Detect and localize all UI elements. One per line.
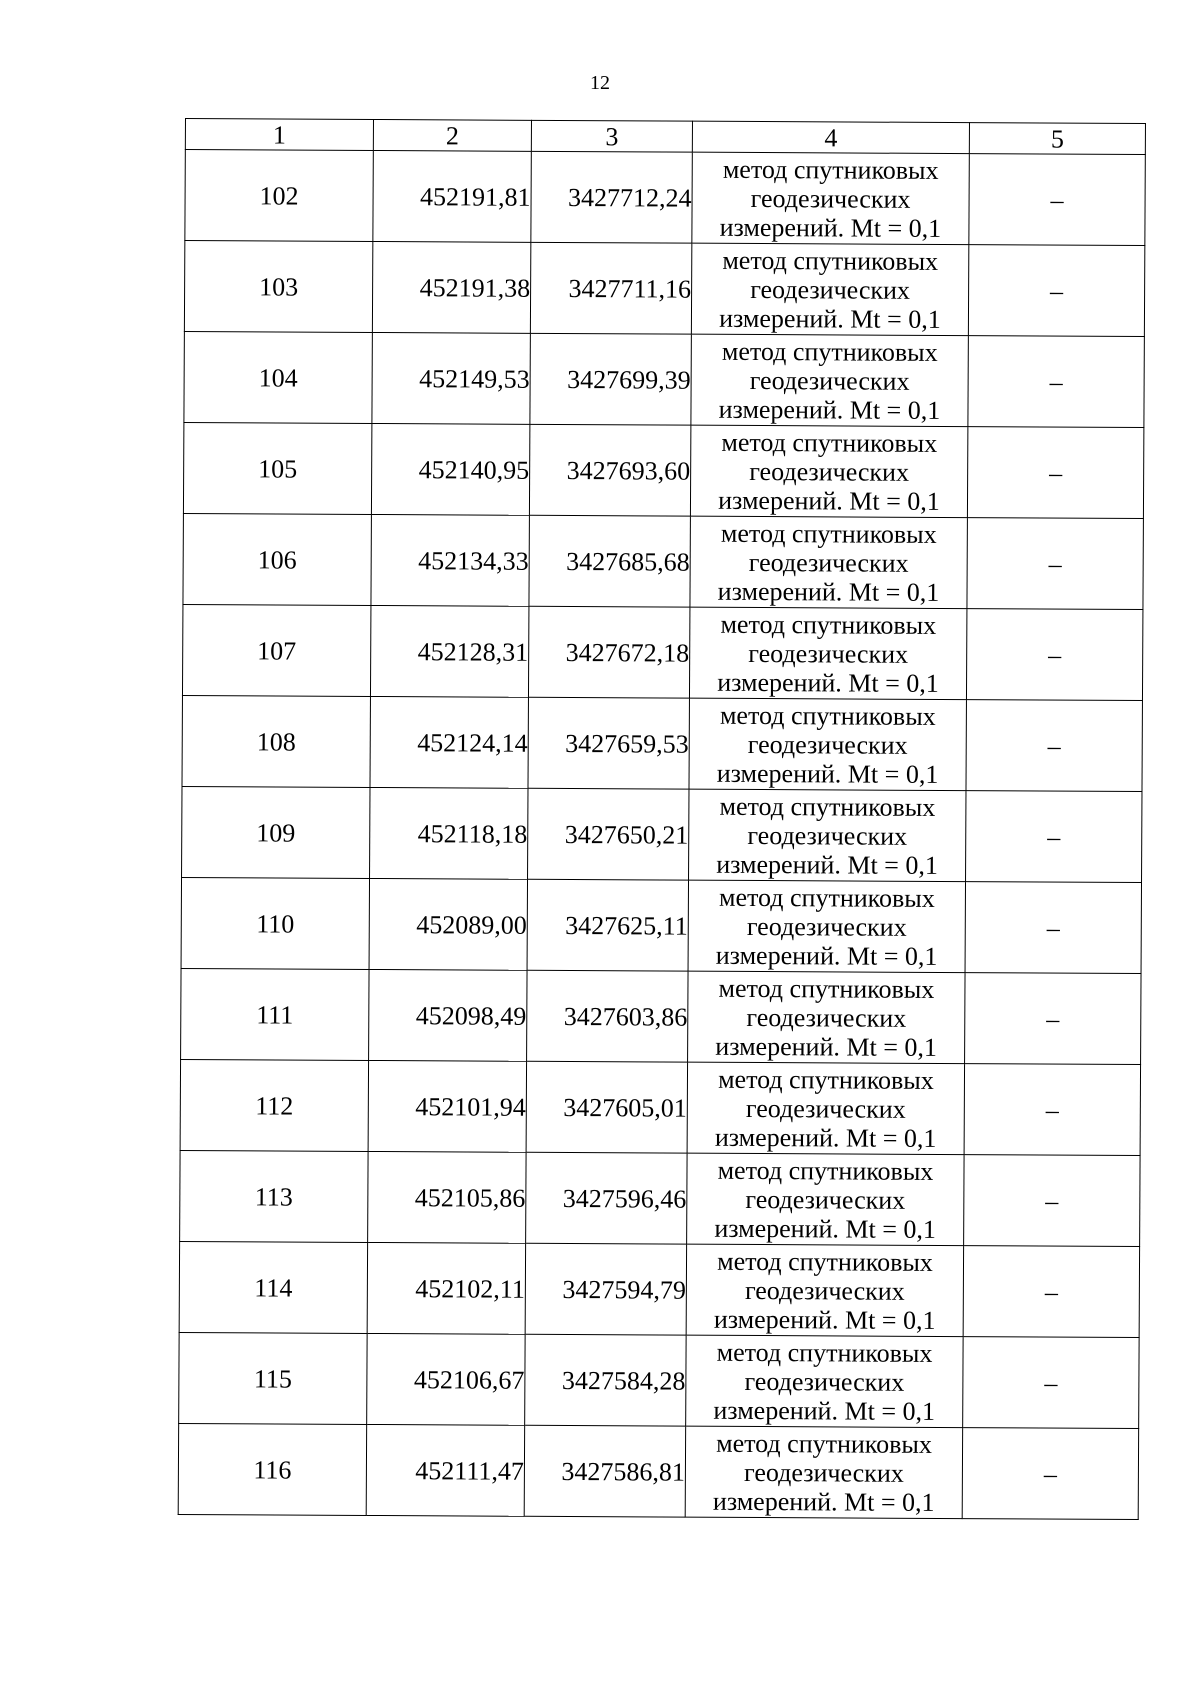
method-cell bbox=[689, 698, 966, 790]
y-coordinate-cell: 3427659,53 bbox=[528, 697, 689, 789]
method-cell bbox=[690, 425, 967, 517]
method-line: измерений. Mt = 0,1 bbox=[716, 849, 938, 880]
column-header-4: 4 bbox=[692, 121, 969, 153]
method-line: измерений. Mt = 0,1 bbox=[717, 576, 940, 607]
x-coordinate-cell: 452106,67 bbox=[367, 1333, 525, 1425]
y-coordinate-cell: 3427693,60 bbox=[529, 424, 690, 516]
table-row bbox=[179, 1241, 1139, 1337]
method-line: измерений. Mt = 0,1 bbox=[716, 758, 939, 789]
method-cell bbox=[687, 1153, 964, 1245]
y-coordinate-cell: 3427605,01 bbox=[526, 1061, 687, 1153]
x-coordinate-cell: 452118,18 bbox=[370, 787, 528, 879]
note-cell: – bbox=[964, 1155, 1140, 1247]
column-header-3: 3 bbox=[531, 120, 692, 152]
method-cell bbox=[689, 789, 966, 881]
method-cell bbox=[691, 243, 968, 335]
table-row bbox=[180, 1150, 1140, 1246]
point-number-cell: 114 bbox=[179, 1241, 367, 1333]
method-line: измерений. Mt = 0,1 bbox=[715, 940, 938, 971]
method-line: геодезических bbox=[747, 820, 908, 851]
note-cell: – bbox=[967, 518, 1143, 610]
method-cell bbox=[687, 1062, 964, 1154]
table-row bbox=[182, 786, 1142, 882]
x-coordinate-cell: 452134,33 bbox=[371, 514, 529, 606]
point-number-cell: 106 bbox=[183, 513, 371, 605]
point-number-cell: 112 bbox=[180, 1059, 368, 1151]
method-line: измерений. Mt = 0,1 bbox=[715, 1031, 938, 1062]
method-line: метод спутниковых bbox=[721, 427, 938, 458]
x-coordinate-cell: 452191,81 bbox=[373, 150, 531, 242]
column-header-1: 1 bbox=[185, 119, 373, 151]
method-cell bbox=[686, 1335, 963, 1427]
method-line: метод спутниковых bbox=[719, 791, 936, 822]
y-coordinate-cell: 3427650,21 bbox=[528, 788, 689, 880]
x-coordinate-cell: 452098,49 bbox=[369, 969, 527, 1061]
table-row bbox=[184, 331, 1144, 427]
point-number-cell: 109 bbox=[182, 786, 370, 878]
method-cell bbox=[690, 516, 967, 608]
note-cell: – bbox=[966, 700, 1142, 792]
x-coordinate-cell: 452111,47 bbox=[366, 1424, 524, 1516]
method-line: измерений. Mt = 0,1 bbox=[714, 1122, 937, 1153]
method-line: метод спутниковых bbox=[719, 700, 936, 731]
x-coordinate-cell: 452128,31 bbox=[370, 605, 528, 697]
table-body bbox=[178, 150, 1145, 1520]
method-line: метод спутниковых bbox=[721, 336, 938, 367]
point-number-cell: 113 bbox=[180, 1150, 368, 1242]
method-line: метод спутниковых bbox=[718, 973, 935, 1004]
method-line: метод спутниковых bbox=[716, 1428, 932, 1459]
table-row bbox=[178, 1423, 1138, 1519]
method-line: измерений. Mt = 0,1 bbox=[719, 303, 941, 334]
note-cell: – bbox=[968, 245, 1144, 337]
method-line: геодезических bbox=[744, 1366, 905, 1397]
method-cell bbox=[688, 971, 965, 1063]
note-cell: – bbox=[966, 791, 1142, 883]
note-cell: – bbox=[963, 1337, 1139, 1429]
method-line: измерений. Mt = 0,1 bbox=[713, 1395, 936, 1426]
method-cell bbox=[691, 334, 968, 426]
table-row bbox=[182, 695, 1142, 791]
table-row bbox=[183, 422, 1143, 518]
x-coordinate-cell: 452149,53 bbox=[372, 332, 530, 424]
method-line: геодезических bbox=[746, 911, 907, 942]
method-line: геодезических bbox=[749, 365, 910, 396]
method-line: геодезических bbox=[743, 1457, 904, 1488]
note-cell: – bbox=[964, 1064, 1140, 1156]
method-line: метод спутниковых bbox=[718, 882, 935, 913]
point-number-cell: 110 bbox=[181, 877, 369, 969]
y-coordinate-cell: 3427699,39 bbox=[530, 333, 691, 425]
table-row bbox=[185, 150, 1145, 246]
method-line: измерений. Mt = 0,1 bbox=[719, 212, 942, 243]
method-line: геодезических bbox=[745, 1093, 906, 1124]
method-line: метод спутниковых bbox=[717, 1155, 934, 1186]
y-coordinate-cell: 3427594,79 bbox=[525, 1243, 686, 1335]
method-line: геодезических bbox=[745, 1184, 906, 1215]
method-line: метод спутниковых bbox=[722, 154, 939, 185]
method-cell bbox=[689, 607, 966, 699]
x-coordinate-cell: 452089,00 bbox=[369, 878, 527, 970]
method-line: измерений. Mt = 0,1 bbox=[713, 1304, 936, 1335]
note-cell: – bbox=[965, 882, 1141, 974]
point-number-cell: 116 bbox=[178, 1423, 366, 1515]
note-cell: – bbox=[962, 1428, 1138, 1520]
method-line: метод спутниковых bbox=[720, 518, 937, 549]
x-coordinate-cell: 452140,95 bbox=[371, 423, 529, 515]
y-coordinate-cell: 3427584,28 bbox=[525, 1334, 686, 1426]
x-coordinate-cell: 452124,14 bbox=[370, 696, 528, 788]
table-row bbox=[183, 513, 1143, 609]
method-line: метод спутниковых bbox=[722, 245, 939, 276]
method-line: геодезических bbox=[750, 183, 911, 214]
point-number-cell: 108 bbox=[182, 695, 370, 787]
method-line: геодезических bbox=[746, 1002, 907, 1033]
point-number-cell: 115 bbox=[179, 1332, 367, 1424]
table-header bbox=[185, 119, 1145, 155]
method-line: геодезических bbox=[744, 1275, 905, 1306]
y-coordinate-cell: 3427596,46 bbox=[526, 1152, 687, 1244]
point-number-cell: 104 bbox=[184, 331, 372, 423]
method-line: геодезических bbox=[747, 729, 908, 760]
method-cell bbox=[685, 1426, 962, 1518]
x-coordinate-cell: 452101,94 bbox=[368, 1060, 526, 1152]
method-line: геодезических bbox=[748, 547, 909, 578]
x-coordinate-cell: 452191,38 bbox=[372, 241, 530, 333]
method-line: геодезических bbox=[748, 638, 909, 669]
method-line: метод спутниковых bbox=[718, 1064, 934, 1095]
table-row bbox=[179, 1332, 1139, 1428]
note-cell: – bbox=[967, 427, 1143, 519]
note-cell: – bbox=[965, 973, 1141, 1065]
method-line: метод спутниковых bbox=[717, 1246, 933, 1277]
note-cell: – bbox=[963, 1246, 1139, 1338]
point-number-cell: 105 bbox=[183, 422, 371, 514]
y-coordinate-cell: 3427712,24 bbox=[531, 151, 692, 243]
method-line: геодезических bbox=[749, 456, 910, 487]
y-coordinate-cell: 3427685,68 bbox=[529, 515, 690, 607]
method-line: измерений. Mt = 0,1 bbox=[717, 667, 939, 698]
header-row bbox=[185, 119, 1145, 155]
y-coordinate-cell: 3427586,81 bbox=[524, 1425, 685, 1517]
table-row bbox=[181, 968, 1141, 1064]
x-coordinate-cell: 452105,86 bbox=[368, 1151, 526, 1243]
x-coordinate-cell: 452102,11 bbox=[367, 1242, 525, 1334]
table-row bbox=[182, 604, 1142, 700]
note-cell: – bbox=[969, 154, 1145, 246]
method-line: измерений. Mt = 0,1 bbox=[718, 394, 941, 425]
table-row bbox=[181, 877, 1141, 973]
point-number-cell: 102 bbox=[185, 150, 373, 242]
column-header-2: 2 bbox=[373, 119, 531, 151]
note-cell: – bbox=[968, 336, 1144, 428]
coordinates-table bbox=[178, 118, 1146, 1520]
y-coordinate-cell: 3427711,16 bbox=[530, 242, 691, 334]
point-number-cell: 107 bbox=[182, 604, 370, 696]
y-coordinate-cell: 3427603,86 bbox=[527, 970, 688, 1062]
column-header-5: 5 bbox=[969, 123, 1145, 155]
method-line: измерений. Mt = 0,1 bbox=[718, 485, 940, 516]
y-coordinate-cell: 3427625,11 bbox=[527, 879, 688, 971]
note-cell: – bbox=[966, 609, 1142, 701]
method-line: геодезических bbox=[750, 274, 911, 305]
method-line: измерений. Mt = 0,1 bbox=[712, 1486, 935, 1517]
y-coordinate-cell: 3427672,18 bbox=[528, 606, 689, 698]
method-line: измерений. Mt = 0,1 bbox=[714, 1213, 937, 1244]
page-number: 12 bbox=[590, 72, 610, 94]
method-cell bbox=[686, 1244, 963, 1336]
table-row bbox=[180, 1059, 1140, 1155]
table-row bbox=[184, 241, 1144, 337]
point-number-cell: 103 bbox=[184, 241, 372, 333]
point-number-cell: 111 bbox=[181, 968, 369, 1060]
method-cell bbox=[688, 880, 965, 972]
method-cell bbox=[692, 152, 969, 244]
method-line: метод спутниковых bbox=[716, 1337, 933, 1368]
method-line: метод спутниковых bbox=[720, 609, 937, 640]
